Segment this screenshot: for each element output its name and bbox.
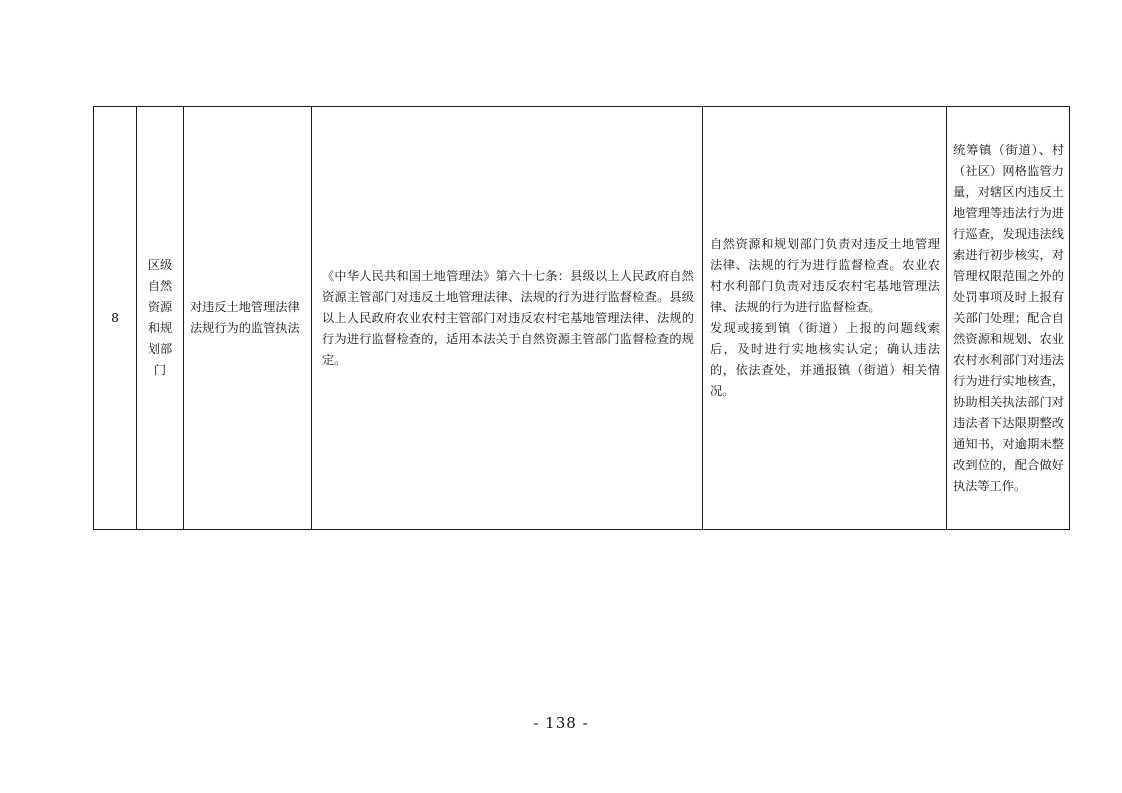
town-task-text: 统筹镇（街道）、村（社区）网格监管力量，对辖区内违反土地管理等违法行为进行巡查，发现违法线索进行初步核实，对管理权限范围之外的处罚事项及时上报有关部门处理；配合自然资源和规划、农业农村水利部门对违法行为进行实地核查，协助相关执法部门对违法者下达限期整改通知书，对逾期未整改到位的，配合做好执法等工作。 — [953, 142, 1064, 493]
page-number: - 138 - — [533, 714, 589, 732]
department-duty-cell — [703, 107, 947, 530]
legal-basis-cell — [312, 107, 703, 530]
item-cell — [184, 107, 312, 530]
town-task-cell — [947, 107, 1070, 530]
department-cell — [137, 107, 184, 530]
responsibility-table — [93, 106, 1070, 530]
table-row — [94, 107, 1070, 530]
row-number: 8 — [111, 310, 119, 325]
row-number-cell — [94, 107, 137, 530]
legal-basis-text: 《中华人民共和国土地管理法》第六十七条：县级以上人民政府自然资源主管部门对违反土地管理法律、法规的行为进行监督检查。县级以上人民政府农业农村主管部门对违反农村宅基地管理法律、法规的行为进行监督检查的，适用本法关于自然资源主管部门监督检查的规定。 — [322, 268, 694, 367]
department-name: 区级自然资源和规划部门 — [147, 258, 173, 377]
department-duty-text: 自然资源和规划部门负责对违反土地管理法律、法规的行为进行监督检查。农业农村水利部门负责对违反农村宅基地管理法律、法规的行为进行监督检查。 发现或接到镇（街道）上报的问题线索后，及时进行实地核实认定；确认违法的，依法查处，并通报镇（街道）相关情况。 — [710, 237, 940, 398]
supervision-item: 对违反土地管理法律法规行为的监管执法 — [190, 300, 300, 335]
